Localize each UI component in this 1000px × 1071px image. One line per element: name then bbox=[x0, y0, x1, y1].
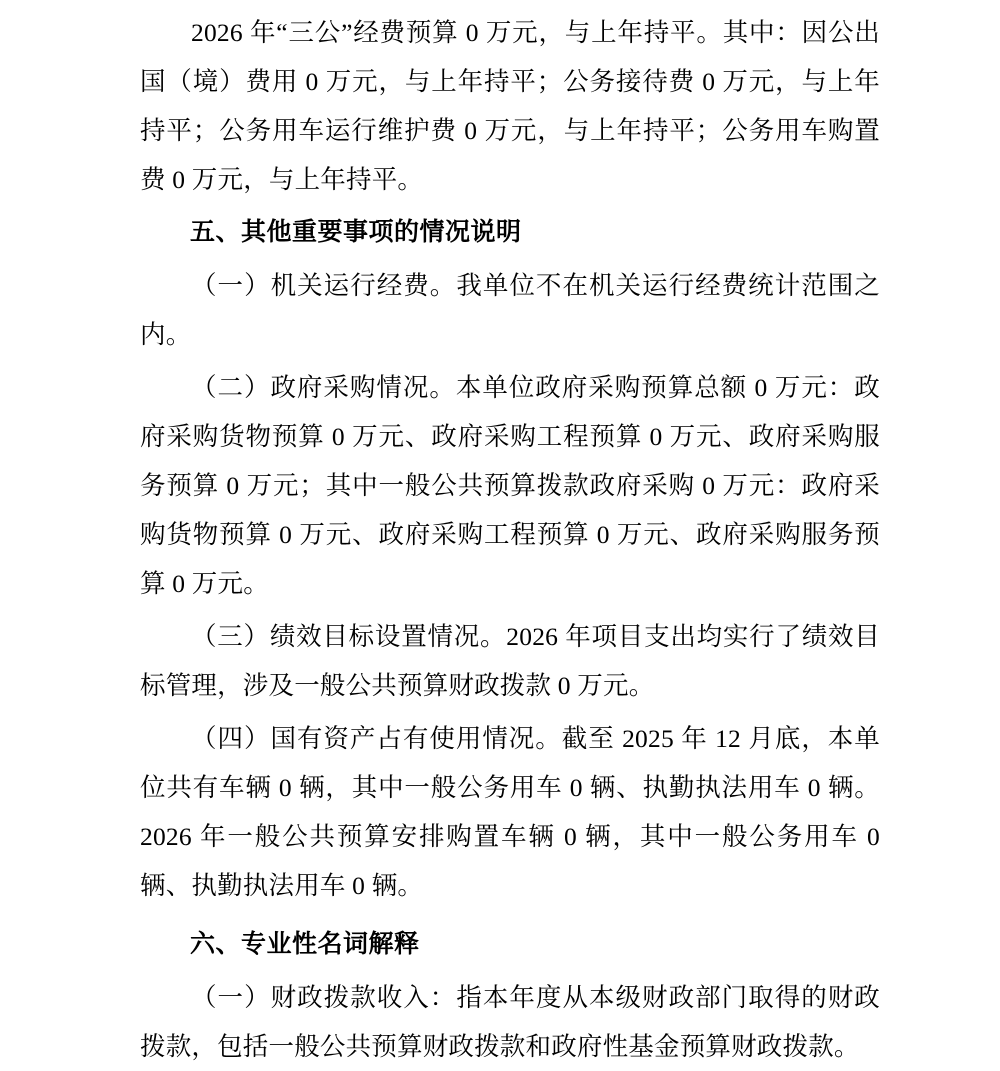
paragraph-term-one-fiscal-appropriation-income: （一）财政拨款收入：指本年度从本级财政部门取得的财政拨款，包括一般公共预算财政拨款和政府性基金预算财政拨款。 bbox=[140, 983, 880, 1061]
document-body bbox=[140, 8, 880, 1071]
paragraph-item-one-operating-expenses: （一）机关运行经费。我单位不在机关运行经费统计范围之内。 bbox=[140, 271, 880, 349]
block-spacer bbox=[140, 910, 880, 920]
paragraph-item-three-performance-targets: （三）绩效目标设置情况。2026 年项目支出均实行了绩效目标管理，涉及一般公共预算财政拨款 0 万元。 bbox=[140, 622, 880, 700]
paragraph-item-four-state-assets: （四）国有资产占有使用情况。截至 2025 年 12 月底，本单位共有车辆 0 辆，其中一般公务用车 0 辆、执勤执法用车 0 辆。2026 年一般公共预算安排购置车辆 0 辆，其中一般公务用车 0 辆、执勤执法用车 0 辆。 bbox=[140, 724, 880, 900]
heading-section-five: 五、其他重要事项的情况说明 bbox=[190, 218, 522, 246]
paragraph-item-two-government-procurement: （二）政府采购情况。本单位政府采购预算总额 0 万元：政府采购货物预算 0 万元、政府采购工程预算 0 万元、政府采购服务预算 0 万元；其中一般公共预算拨款政府采购 0 万元：政府采购货物预算 0 万元、政府采购工程预算 0 万元、政府采购服务预算 0 万元。 bbox=[140, 373, 880, 598]
paragraph-sangong-budget: 2026 年“三公”经费预算 0 万元，与上年持平。其中：因公出国（境）费用 0 万元，与上年持平；公务接待费 0 万元，与上年持平；公务用车运行维护费 0 万元，与上年持平；公务用车购置费 0 万元，与上年持平。 bbox=[140, 18, 880, 194]
heading-section-six: 六、专业性名词解释 bbox=[190, 930, 420, 958]
